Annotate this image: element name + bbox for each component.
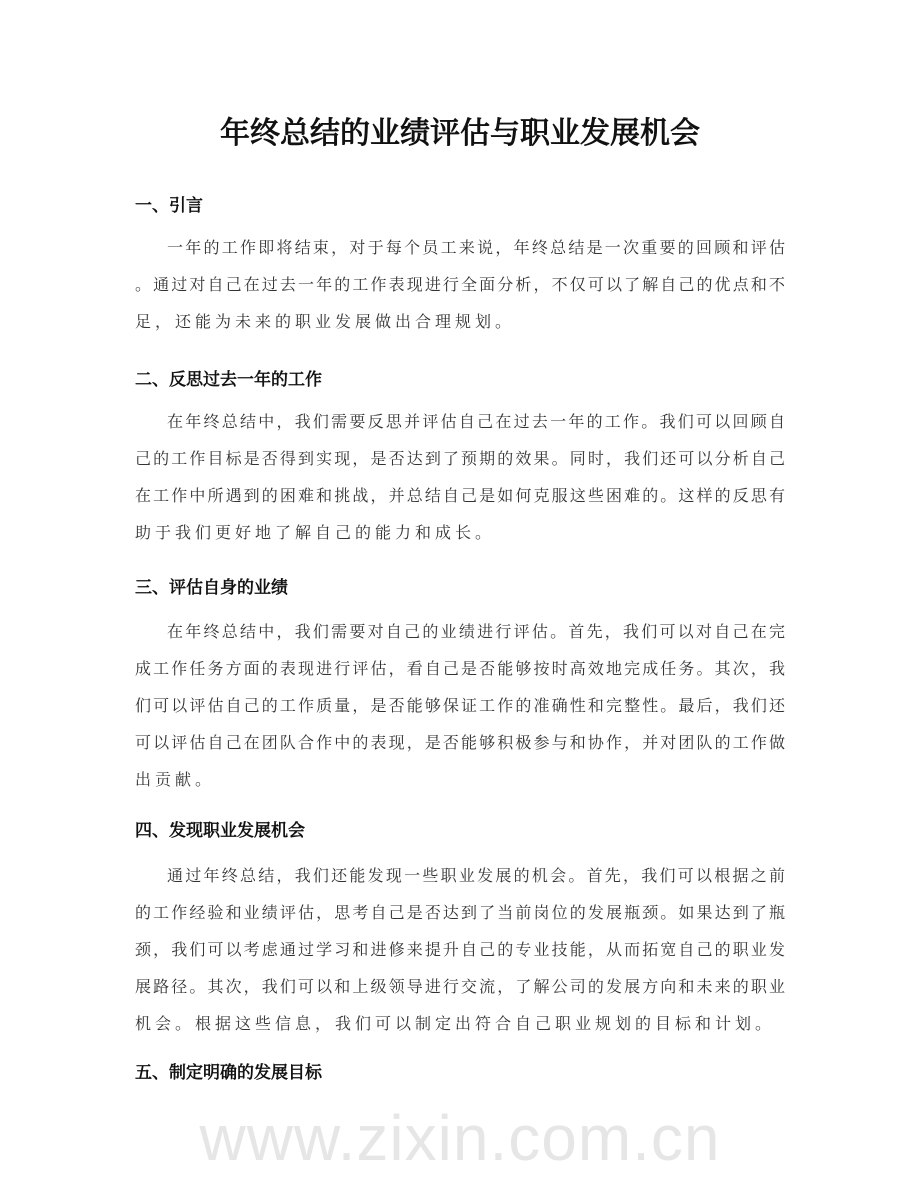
text-line: 们可以评估自己的工作质量，是否能够保证工作的准确性和完整性。最后，我们还: [135, 696, 785, 715]
text-line: 在年终总结中，我们需要对自己的业绩进行评估。首先，我们可以对自己在完: [167, 622, 785, 641]
section-paragraph-3: [135, 613, 785, 798]
text-line: 成工作任务方面的表现进行评估，看自己是否能够按时高效地完成任务。其次，我: [135, 659, 785, 678]
text-line: 足，还能为未来的职业发展做出合理规划。: [135, 312, 516, 331]
text-line: 可以评估自己在团队合作中的表现，是否能够积极参与和协作，并对团队的工作做: [135, 733, 785, 752]
section-paragraph-2: [135, 403, 785, 551]
text-line: 通过年终总结，我们还能发现一些职业发展的机会。首先，我们可以根据之前: [167, 866, 785, 885]
text-line: 颈，我们可以考虑通过学习和进修来提升自己的专业技能，从而拓宽自己的职业发: [135, 940, 785, 959]
text-line: 助于我们更好地了解自己的能力和成长。: [135, 523, 496, 542]
text-line: 在年终总结中，我们需要反思并评估自己在过去一年的工作。我们可以回顾自: [167, 412, 785, 431]
section-paragraph-4: [135, 857, 785, 1042]
section-heading-2: 二、反思过去一年的工作: [135, 370, 322, 390]
section-heading-4: 四、发现职业发展机会: [135, 821, 305, 841]
text-line: 在工作中所遇到的困难和挑战，并总结自己是如何克服这些困难的。这样的反思有: [135, 486, 785, 505]
text-line: 机会。根据这些信息，我们可以制定出符合自己职业规划的目标和计划。: [135, 1014, 776, 1033]
section-heading-1: 一、引言: [135, 196, 203, 216]
text-line: 出贡献。: [135, 770, 216, 789]
document-title: 年终总结的业绩评估与职业发展机会: [220, 116, 700, 151]
watermark: www.zixin.com.cn: [199, 1102, 721, 1174]
text-line: 一年的工作即将结束，对于每个员工来说，年终总结是一次重要的回顾和评估: [167, 238, 785, 257]
section-heading-5: 五、制定明确的发展目标: [135, 1063, 322, 1083]
text-line: 己的工作目标是否得到实现，是否达到了预期的效果。同时，我们还可以分析自己: [135, 449, 785, 468]
text-line: 。通过对自己在过去一年的工作表现进行全面分析，不仅可以了解自己的优点和不: [135, 275, 785, 294]
section-heading-3: 三、评估自身的业绩: [135, 578, 288, 598]
text-line: 的工作经验和业绩评估，思考自己是否达到了当前岗位的发展瓶颈。如果达到了瓶: [135, 903, 785, 922]
text-line: 展路径。其次，我们可以和上级领导进行交流，了解公司的发展方向和未来的职业: [135, 977, 785, 996]
section-paragraph-1: [135, 229, 785, 340]
